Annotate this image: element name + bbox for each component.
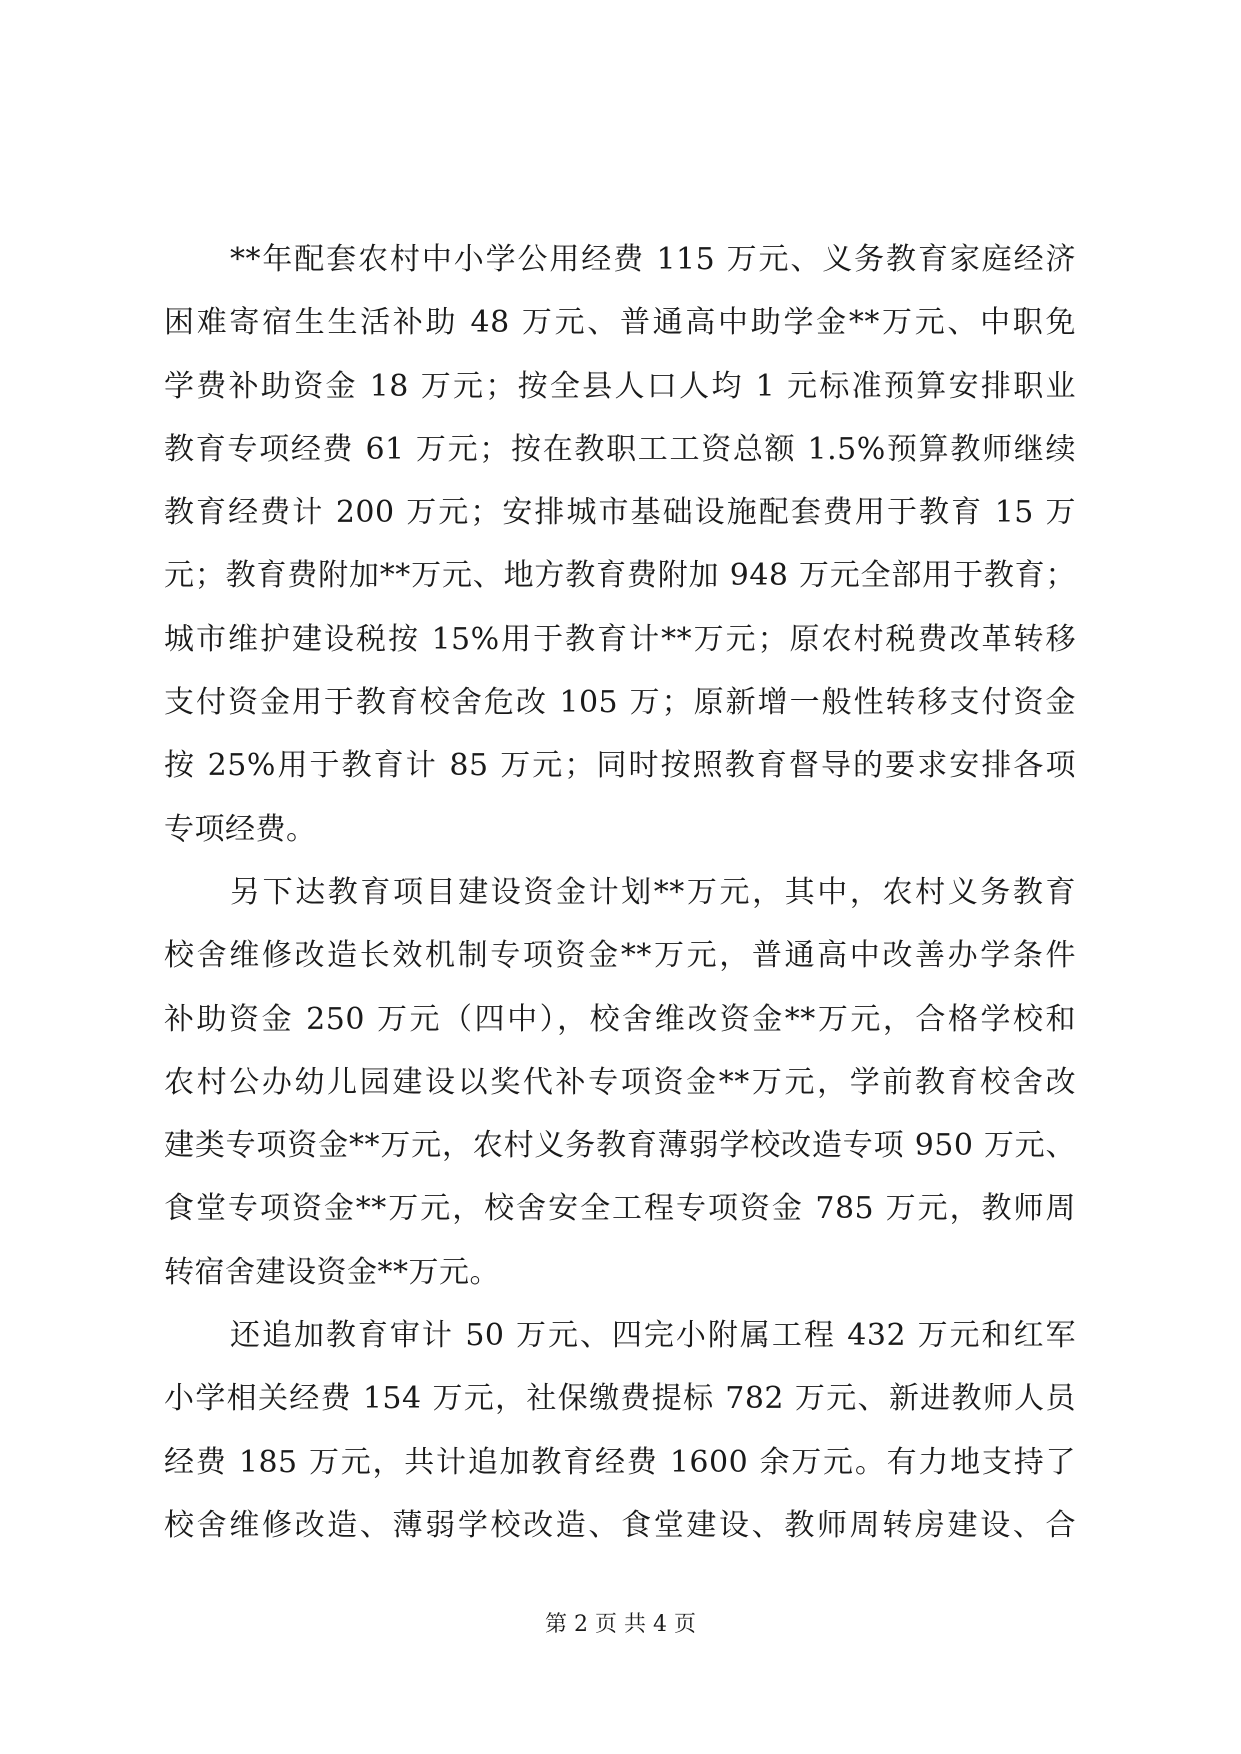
paragraph-1-line-10: 专项经费。 (164, 811, 317, 847)
paragraph-3-line-1: 还追加教育审计 50 万元、四完小附属工程 432 万元和红军 (230, 1318, 1076, 1354)
paragraph-1-line-3: 学费补助资金 18 万元；按全县人口人均 1 元标准预算安排职业 (164, 368, 1076, 404)
paragraph-3-line-4: 校舍维修改造、薄弱学校改造、食堂建设、教师周转房建设、合 (164, 1507, 1076, 1543)
paragraph-1-line-5: 教育经费计 200 万元；安排城市基础设施配套费用于教育 15 万 (164, 495, 1076, 531)
paragraph-2-line-6: 食堂专项资金**万元，校舍安全工程专项资金 785 万元，教师周 (164, 1191, 1076, 1227)
paragraph-1-line-7: 城市维护建设税按 15%用于教育计**万元；原农村税费改革转移 (164, 621, 1076, 657)
document-body (164, 228, 1076, 1557)
paragraph-1-line-8: 支付资金用于教育校舍危改 105 万；原新增一般性转移支付资金 (164, 685, 1076, 721)
paragraph-1-line-4: 教育专项经费 61 万元；按在教职工工资总额 1.5%预算教师继续 (164, 431, 1076, 467)
paragraph-1-line-2: 困难寄宿生生活补助 48 万元、普通高中助学金**万元、中职免 (164, 305, 1076, 341)
paragraph-2-line-1: 另下达教育项目建设资金计划**万元，其中，农村义务教育 (230, 874, 1076, 910)
paragraph-3-line-3: 经费 185 万元，共计追加教育经费 1600 余万元。有力地支持了 (164, 1444, 1076, 1480)
paragraph-1-line-1: **年配套农村中小学公用经费 115 万元、义务教育家庭经济 (230, 242, 1076, 277)
paragraph-1-line-6: 元；教育费附加**万元、地方教育费附加 948 万元全部用于教育； (164, 558, 1076, 594)
paragraph-2-line-4: 农村公办幼儿园建设以奖代补专项资金**万元，学前教育校舍改 (164, 1064, 1076, 1100)
paragraph-2-line-5: 建类专项资金**万元，农村义务教育薄弱学校改造专项 950 万元、 (164, 1128, 1076, 1164)
paragraph-1-line-9: 按 25%用于教育计 85 万元；同时按照教育督导的要求安排各项 (164, 748, 1076, 784)
paragraph-2-line-3: 补助资金 250 万元（四中），校舍维改资金**万元，合格学校和 (164, 1001, 1076, 1037)
paragraph-2-line-2: 校舍维修改造长效机制专项资金**万元，普通高中改善办学条件 (164, 938, 1076, 974)
paragraph-2-line-7: 转宿舍建设资金**万元。 (164, 1254, 500, 1290)
paragraph-3-line-2: 小学相关经费 154 万元，社保缴费提标 782 万元、新进教师人员 (164, 1381, 1076, 1417)
page-number-footer: 第 2 页 共 4 页 (545, 1612, 696, 1637)
